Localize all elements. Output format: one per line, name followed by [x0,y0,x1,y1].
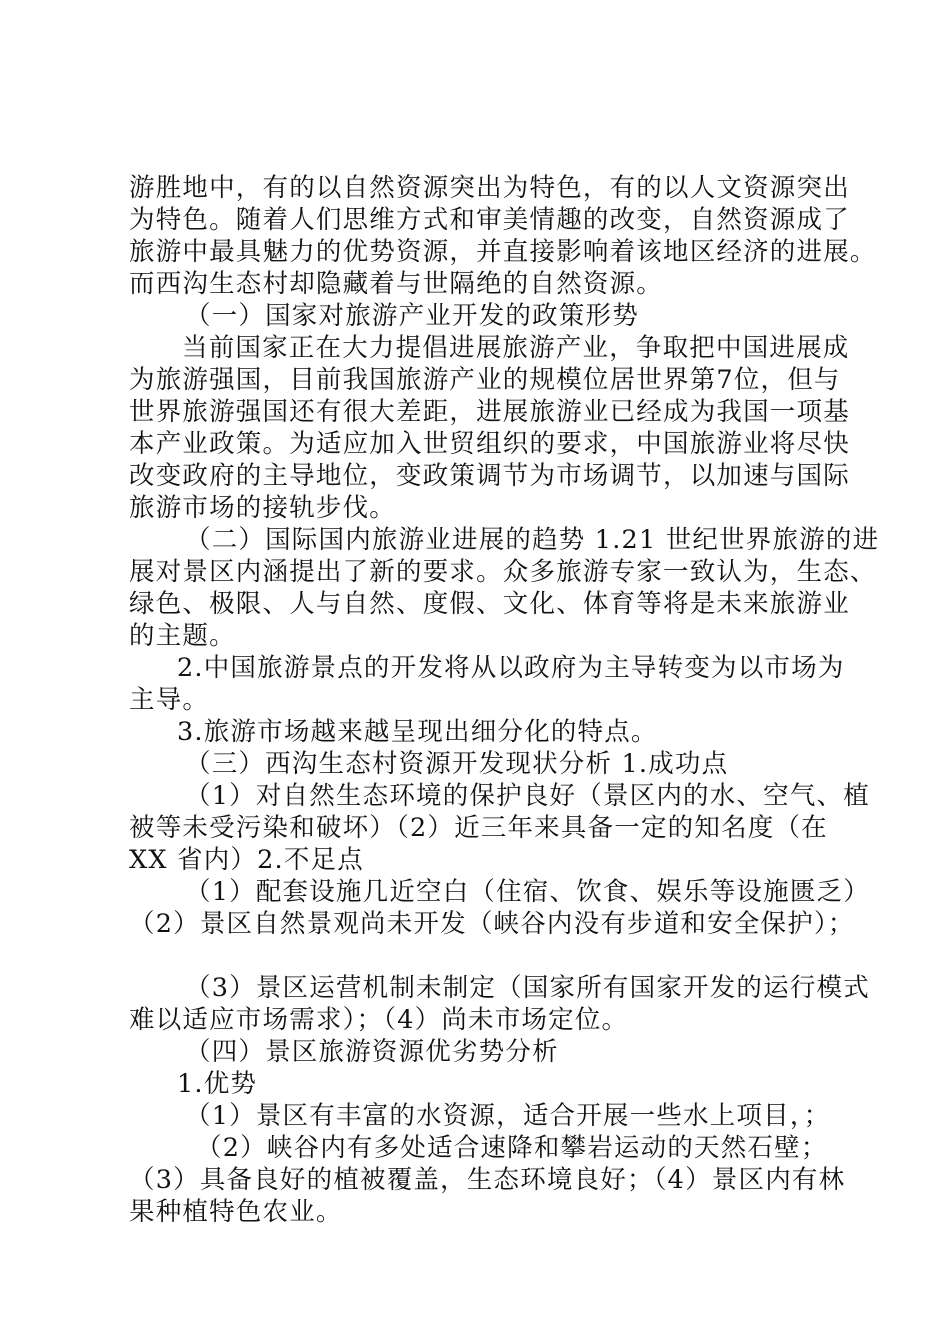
paragraph-line: 主导。 [129,685,210,715]
section-heading: （三）西沟生态村资源开发现状分析 1.成功点 [185,749,729,779]
paragraph-line: XX 省内）2.不足点 [129,845,364,875]
paragraph-line: （1）景区有丰富的水资源，适合开展一些水上项目，； [185,1101,831,1131]
paragraph-line: 改变政府的主导地位，变政策调节为市场调节，以加速与国际 [129,461,850,491]
paragraph-line: 本产业政策。为适应加入世贸组织的要求，中国旅游业将尽快 [129,429,850,459]
paragraph-line: （2）景区自然景观尚未开发（峡谷内没有步道和安全保护）； [129,909,855,939]
paragraph-line: 展对景区内涵提出了新的要求。众多旅游专家一致认为，生态、 [129,557,877,587]
paragraph-line: 而西沟生态村却隐藏着与世隔绝的自然资源。 [129,269,664,299]
paragraph-line: 被等未受污染和破坏）（2）近三年来具备一定的知名度（在 [129,813,828,843]
paragraph-line: （1）配套设施几近空白（住宿、饮食、娱乐等设施匮乏） [185,877,870,907]
paragraph-line: 旅游中最具魅力的优势资源，并直接影响着该地区经济的进展。 [129,237,877,267]
paragraph-line: （3）景区运营机制未制定（国家所有国家开发的运行模式 [185,973,870,1003]
paragraph-line: 当前国家正在大力提倡进展旅游产业，争取把中国进展成 [182,333,850,363]
paragraph-line: 的主题。 [129,621,236,651]
paragraph-line: 绿色、极限、人与自然、度假、文化、体育等将是未来旅游业 [129,589,850,619]
paragraph-line: （3）具备良好的植被覆盖，生态环境良好；（4）景区内有林 [129,1165,846,1195]
paragraph-line: 难以适应市场需求）；（4）尚未市场定位。 [129,1005,629,1035]
subsection-heading: 1.优势 [177,1069,258,1099]
paragraph-line: （2）峡谷内有多处适合速降和攀岩运动的天然石壁； [196,1133,828,1163]
paragraph-line: 世界旅游强国还有很大差距，进展旅游业已经成为我国一项基 [129,397,850,427]
section-heading: （二）国际国内旅游业进展的趋势 1.21 世纪世界旅游的进 [185,525,880,555]
paragraph-line: 3.旅游市场越来越呈现出细分化的特点。 [177,717,658,747]
paragraph-line: （1）对自然生态环境的保护良好（景区内的水、空气、植 [185,781,870,811]
section-heading: （四）景区旅游资源优劣势分析 [185,1037,559,1067]
paragraph-line: 为特色。随着人们思维方式和审美情趣的改变，自然资源成了 [129,205,850,235]
section-heading: （一）国家对旅游产业开发的政策形势 [185,301,639,331]
paragraph-line: 为旅游强国，目前我国旅游产业的规模位居世界第7位，但与 [129,365,841,395]
paragraph-line: 2.中国旅游景点的开发将从以政府为主导转变为以市场为 [177,653,845,683]
paragraph-line: 游胜地中，有的以自然资源突出为特色，有的以人文资源突出 [129,173,850,203]
paragraph-line: 旅游市场的接轨步伐。 [129,493,397,523]
paragraph-line: 果种植特色农业。 [129,1197,343,1227]
